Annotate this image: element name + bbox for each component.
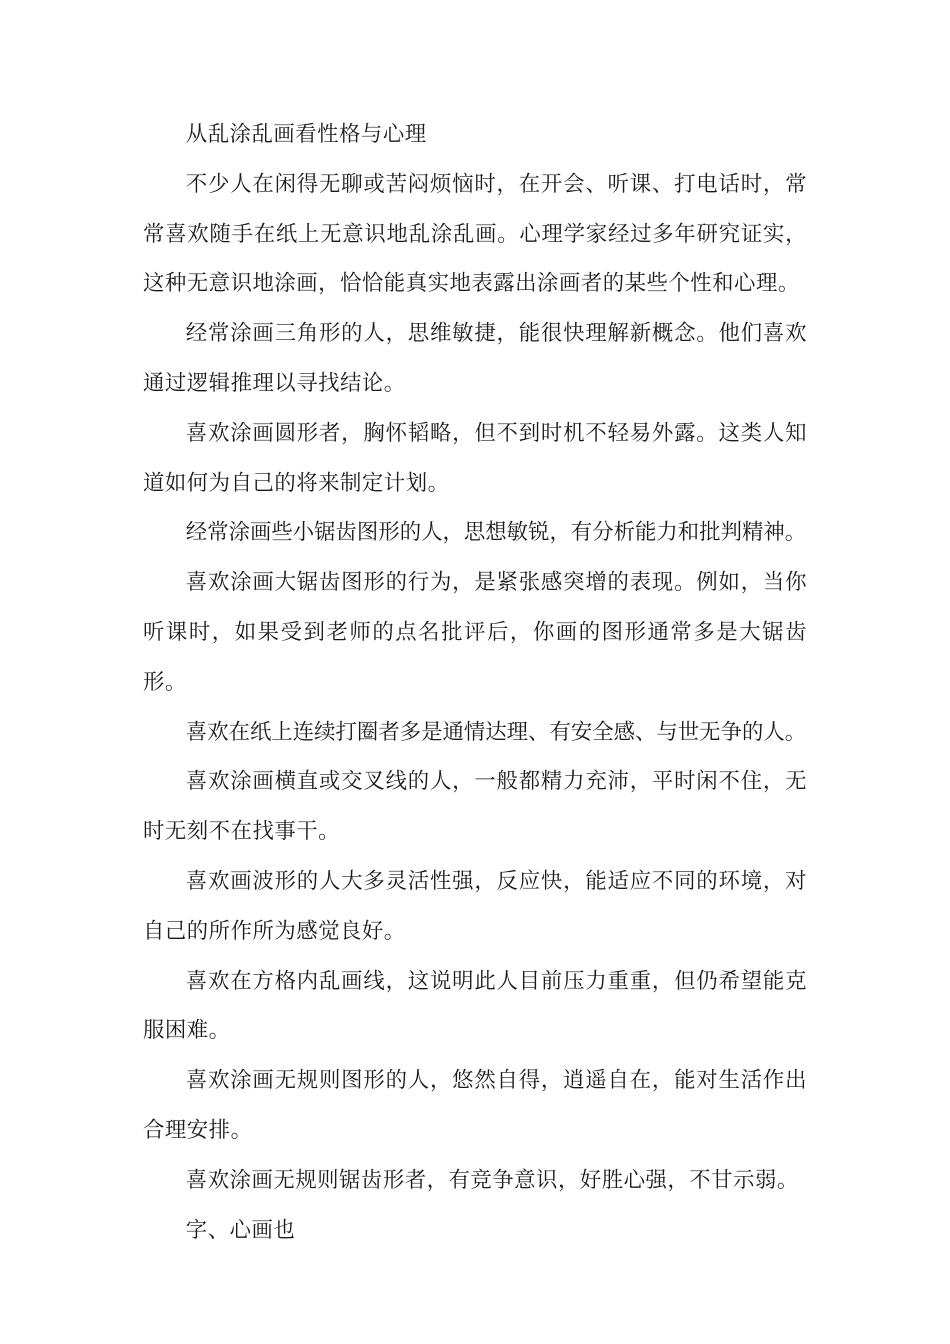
paragraph: 喜欢涂画无规则锯齿形者，有竞争意识，好胜心强，不甘示弱。: [185, 1167, 799, 1193]
paragraph: 喜欢涂画无规则图形的人，悠然自得，逍遥自在，能对生活作出合理安排。: [143, 1068, 807, 1143]
paragraph: 喜欢涂画圆形者，胸怀韬略，但不到时机不轻易外露。这类人知道如何为自己的将来制定计划。: [143, 420, 807, 496]
paragraph: 字、心画也: [185, 1217, 296, 1243]
paragraph: 喜欢画波形的人大多灵活性强，反应快，能适应不同的环境，对自己的所作所为感觉良好。: [143, 868, 807, 944]
document-body: [143, 110, 807, 1255]
paragraph: 喜欢涂画大锯齿图形的行为，是紧张感突增的表现。例如，当你听课时，如果受到老师的点名批评后，你画的图形通常多是大锯齿形。: [143, 570, 807, 695]
paragraph: 经常涂画三角形的人，思维敏捷，能很快理解新概念。他们喜欢通过逻辑推理以寻找结论。: [143, 321, 807, 396]
paragraph: 喜欢涂画横直或交叉线的人，一般都精力充沛，平时闲不住，无时无刻不在找事干。: [143, 769, 807, 845]
paragraph: 喜欢在方格内乱画线，这说明此人目前压力重重，但仍希望能克服困难。: [143, 968, 807, 1044]
document-title: 从乱涂乱画看性格与心理: [185, 122, 427, 147]
paragraph: 不少人在闲得无聊或苦闷烦恼时，在开会、听课、打电话时，常常喜欢随手在纸上无意识地乱涂乱画。心理学家经过多年研究证实，这种无意识地涂画，恰恰能真实地表露出涂画者的某些个性和心理。: [143, 171, 807, 297]
paragraph: 经常涂画些小锯齿图形的人，思想敏锐，有分析能力和批判精神。: [185, 520, 807, 546]
paragraph: 喜欢在纸上连续打圈者多是通情达理、有安全感、与世无争的人。: [185, 719, 807, 745]
